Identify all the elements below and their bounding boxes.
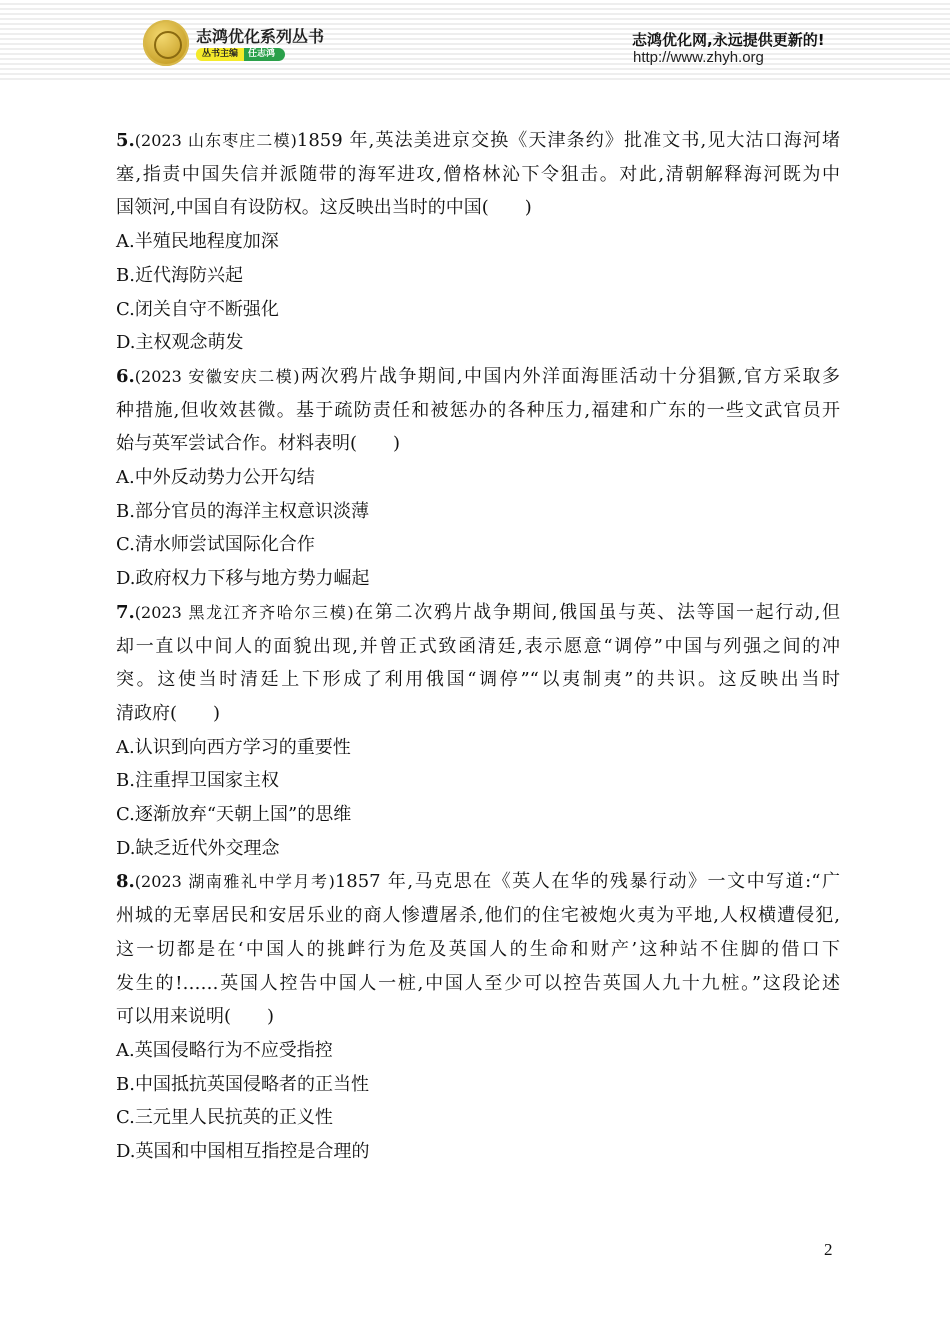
question-stem-line bbox=[116, 697, 840, 731]
answer-option: D.主权观念萌发 bbox=[116, 332, 244, 354]
answer-option: D.英国和中国相互指控是合理的 bbox=[116, 1141, 370, 1163]
question-stem-line bbox=[116, 865, 840, 899]
question-8 bbox=[116, 865, 840, 1168]
page-header bbox=[0, 0, 950, 80]
answer-option: B.部分官员的海洋主权意识淡薄 bbox=[116, 500, 369, 522]
slogan: 志鸿优化网,永远提供更新的! bbox=[632, 31, 825, 49]
publisher-logo bbox=[143, 20, 189, 66]
answer-option: C.三元里人民抗英的正义性 bbox=[116, 1107, 333, 1129]
answer-option: B.注重捍卫国家主权 bbox=[116, 770, 279, 792]
stem-text: 1857 年,马克思在《英人在华的残暴行动》一文中写道:“广 bbox=[334, 871, 840, 893]
editor-badge bbox=[196, 48, 285, 61]
answer-option: A.认识到向西方学习的重要性 bbox=[116, 736, 351, 758]
series-title: 志鸿优化系列丛书 bbox=[196, 27, 325, 46]
answer-option: C.闭关自守不断强化 bbox=[116, 298, 279, 320]
question-stem-line bbox=[116, 360, 840, 394]
stem-text: 塞,指责中国失信并派随带的海军进攻,僧格林沁下令狙击。对此,清朝解释海河既为中 bbox=[116, 163, 840, 185]
question-number: 6. bbox=[116, 365, 135, 387]
page-number: 2 bbox=[824, 1240, 833, 1259]
question-stem-line bbox=[116, 596, 840, 630]
stem-text: 可以用来说明( ) bbox=[116, 1006, 275, 1028]
question-stem-line bbox=[116, 427, 840, 461]
question-source: (2023 山东枣庄二模) bbox=[134, 131, 297, 150]
stem-text: 发生的!……英国人控告中国人一桩,中国人至少可以控告英国人九十九桩。”这段论述 bbox=[116, 972, 840, 994]
question-stem-line bbox=[116, 124, 840, 158]
question-stem-line bbox=[116, 394, 840, 428]
website-url[interactable]: http://www.zhyh.org bbox=[633, 49, 764, 66]
question-5 bbox=[116, 124, 840, 360]
stem-text: 州城的无辜居民和安居乐业的商人惨遭屠杀,他们的住宅被炮火夷为平地,人权横遭侵犯, bbox=[116, 905, 840, 927]
question-number: 7. bbox=[116, 601, 135, 623]
badge-name: 任志鸿 bbox=[244, 48, 285, 61]
question-stem-line bbox=[116, 663, 840, 697]
question-6 bbox=[116, 360, 840, 596]
answer-option: D.政府权力下移与地方势力崛起 bbox=[116, 568, 370, 590]
question-stem-line bbox=[116, 1000, 840, 1034]
question-source: (2023 安徽安庆二模) bbox=[134, 366, 300, 386]
answer-option: B.中国抵抗英国侵略者的正当性 bbox=[116, 1073, 369, 1095]
question-list bbox=[116, 124, 840, 1169]
stem-text: 突。这使当时清廷上下形成了利用俄国“调停”“以夷制夷”的共识。这反映出当时 bbox=[116, 669, 840, 691]
answer-option: D.缺乏近代外交理念 bbox=[116, 837, 280, 859]
answer-option: A.中外反动势力公开勾结 bbox=[116, 467, 315, 489]
question-number: 5. bbox=[116, 130, 135, 151]
stem-text: 却一直以中间人的面貌出现,并曾正式致函清廷,表示愿意“调停”中国与列强之间的冲 bbox=[116, 635, 840, 657]
question-stem-line bbox=[116, 967, 840, 1001]
answer-option: A.英国侵略行为不应受指控 bbox=[116, 1039, 333, 1061]
answer-option: C.清水师尝试国际化合作 bbox=[116, 534, 315, 556]
stem-text: 在第二次鸦片战争期间,俄国虽与英、法等国一起行动,但 bbox=[353, 601, 840, 623]
question-source: (2023 湖南雅礼中学月考) bbox=[134, 872, 335, 892]
question-7 bbox=[116, 596, 840, 866]
question-stem-line bbox=[116, 158, 840, 192]
question-stem-line bbox=[116, 191, 840, 225]
answer-option: A.半殖民地程度加深 bbox=[116, 231, 279, 253]
stem-text: 种措施,但收效甚微。基于疏防责任和被惩办的各种压力,福建和广东的一些文武官员开 bbox=[116, 399, 840, 421]
stem-text: 始与英军尝试合作。材料表明( ) bbox=[116, 433, 401, 455]
stem-text: 国领河,中国自有设防权。这反映出当时的中国( ) bbox=[116, 197, 532, 219]
answer-option: C.逐渐放弃“天朝上国”的思维 bbox=[116, 804, 352, 826]
stem-text: 两次鸦片战争期间,中国内外洋面海匪活动十分猖獗,官方采取多 bbox=[299, 365, 840, 387]
question-source: (2023 黑龙江齐齐哈尔三模) bbox=[134, 602, 354, 622]
answer-option: B.近代海防兴起 bbox=[116, 264, 243, 286]
question-stem-line bbox=[116, 899, 840, 933]
stem-text: 1859 年,英法美进京交换《天津条约》批准文书,见大沽口海河堵 bbox=[296, 130, 840, 151]
stem-text: 这一切都是在‘中国人的挑衅行为危及英国人的生命和财产’这种站不住脚的借口下 bbox=[116, 938, 840, 960]
stem-text: 清政府( ) bbox=[116, 702, 221, 724]
question-stem-line bbox=[116, 933, 840, 967]
question-number: 8. bbox=[116, 871, 135, 893]
badge-label: 丛书主编 bbox=[196, 48, 244, 61]
question-stem-line bbox=[116, 630, 840, 664]
